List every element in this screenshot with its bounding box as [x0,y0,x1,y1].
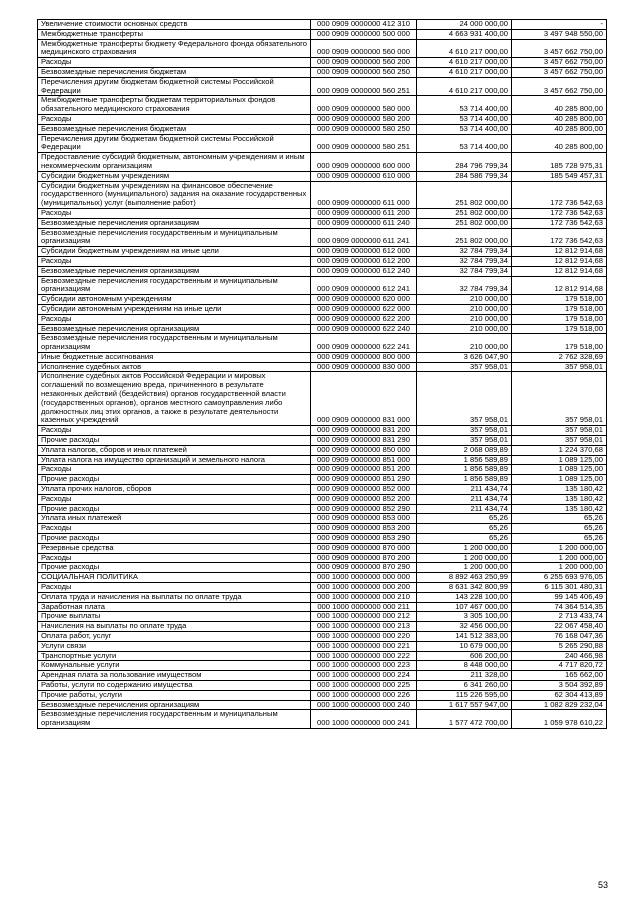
row-name: Субсидии бюджетным учреждениям [38,171,311,181]
row-approved-value: 1 200 000,00 [417,553,512,563]
table-row [38,632,607,642]
row-code: 000 0909 0000000 600 000 [311,153,417,172]
row-executed-value: 240 466,98 [512,651,607,661]
row-approved-value: 32 784 799,34 [417,256,512,266]
row-code: 000 1000 0000000 000 225 [311,680,417,690]
table-row [38,20,607,30]
row-executed-value: 1 200 000,00 [512,563,607,573]
row-name: Межбюджетные трансферты [38,29,311,39]
row-name: Транспортные услуги [38,651,311,661]
row-executed-value: 3 457 662 750,00 [512,39,607,58]
table-row [38,651,607,661]
row-name: Расходы [38,256,311,266]
row-approved-value: 1 856 589,89 [417,475,512,485]
row-executed-value: 172 736 542,63 [512,181,607,208]
row-code: 000 1000 0000000 000 211 [311,602,417,612]
row-executed-value: 1 082 829 232,04 [512,700,607,710]
row-name: Субсидии бюджетным учреждениям на финансовое обеспечение государственного (муниципального) задания на оказание государственных (муниципальных) услуг (выполнение работ) [38,181,311,208]
row-name: Исполнение судебных актов Российской Федерации и мировых соглашений по возмещению вреда, причиненного в результате незаконных действий (бездействия) органов государственной власти (государственных органов), органов местного самоуправления либо должностных лиц этих органов, а также в результате деятельности казенных учреждений [38,372,311,426]
table-row [38,583,607,593]
row-approved-value: 1 856 589,89 [417,465,512,475]
table-row [38,524,607,534]
row-name: Безвозмездные перечисления организациям [38,266,311,276]
row-approved-value: 4 610 217 000,00 [417,58,512,68]
row-code: 000 1000 0000000 000 210 [311,592,417,602]
row-approved-value: 53 714 400,00 [417,114,512,124]
row-executed-value: - [512,20,607,30]
row-code: 000 0909 0000000 851 000 [311,455,417,465]
table-row [38,208,607,218]
row-name: Безвозмездные перечисления бюджетам [38,67,311,77]
table-row [38,304,607,314]
table-row [38,671,607,681]
row-code: 000 0909 0000000 831 200 [311,426,417,436]
row-name: Работы, услуги по содержанию имущества [38,680,311,690]
table-row [38,465,607,475]
table-row [38,534,607,544]
row-name: Прочие работы, услуги [38,690,311,700]
row-executed-value: 40 285 800,00 [512,124,607,134]
row-code: 000 0909 0000000 800 000 [311,352,417,362]
row-code: 000 0909 0000000 611 000 [311,181,417,208]
row-code: 000 1000 0000000 000 200 [311,583,417,593]
row-executed-value: 3 457 662 750,00 [512,58,607,68]
row-code: 000 0909 0000000 611 200 [311,208,417,218]
row-approved-value: 65,26 [417,524,512,534]
row-approved-value: 8 631 342 800,99 [417,583,512,593]
row-code: 000 0909 0000000 560 000 [311,39,417,58]
row-name: СОЦИАЛЬНАЯ ПОЛИТИКА [38,573,311,583]
row-name: Арендная плата за пользование имуществом [38,671,311,681]
table-row [38,494,607,504]
budget-table [37,19,607,729]
row-executed-value: 62 304 413,89 [512,690,607,700]
table-row [38,153,607,172]
row-name: Межбюджетные трансферты бюджетам территориальных фондов обязательного медицинского страхования [38,96,311,115]
row-executed-value: 3 457 662 750,00 [512,77,607,96]
row-code: 000 0909 0000000 580 200 [311,114,417,124]
row-executed-value: 179 518,00 [512,334,607,353]
row-approved-value: 4 610 217 000,00 [417,67,512,77]
row-name: Безвозмездные перечисления государственным и муниципальным организациям [38,276,311,295]
row-executed-value: 179 518,00 [512,314,607,324]
row-approved-value: 53 714 400,00 [417,124,512,134]
row-name: Уплата налогов, сборов и иных платежей [38,445,311,455]
row-code: 000 0909 0000000 580 000 [311,96,417,115]
row-executed-value: 1 200 000,00 [512,553,607,563]
row-name: Расходы [38,208,311,218]
row-code: 000 1000 0000000 000 213 [311,622,417,632]
table-row [38,256,607,266]
row-name: Оплата труда и начисления на выплаты по оплате труда [38,592,311,602]
row-executed-value: 1 089 125,00 [512,475,607,485]
table-row [38,426,607,436]
table-row [38,592,607,602]
row-code: 000 0909 0000000 851 200 [311,465,417,475]
row-executed-value: 65,26 [512,524,607,534]
row-approved-value: 107 467 000,00 [417,602,512,612]
row-approved-value: 357 958,01 [417,426,512,436]
row-name: Услуги связи [38,641,311,651]
row-name: Расходы [38,114,311,124]
table-row [38,543,607,553]
row-executed-value: 40 285 800,00 [512,134,607,153]
row-name: Расходы [38,314,311,324]
row-executed-value: 3 457 662 750,00 [512,67,607,77]
row-executed-value: 22 067 458,40 [512,622,607,632]
row-approved-value: 2 068 089,89 [417,445,512,455]
row-code: 000 0909 0000000 870 290 [311,563,417,573]
row-approved-value: 65,26 [417,534,512,544]
row-name: Субсидии бюджетным учреждениям на иные цели [38,247,311,257]
table-body [38,20,607,729]
table-row [38,295,607,305]
row-approved-value: 251 802 000,00 [417,228,512,247]
row-executed-value: 74 364 514,35 [512,602,607,612]
table-row [38,680,607,690]
table-row [38,690,607,700]
row-code: 000 0909 0000000 610 000 [311,171,417,181]
row-approved-value: 141 512 383,00 [417,632,512,642]
table-row [38,134,607,153]
row-code: 000 0909 0000000 853 290 [311,534,417,544]
row-approved-value: 1 856 589,89 [417,455,512,465]
row-approved-value: 53 714 400,00 [417,134,512,153]
row-name: Безвозмездные перечисления государственным и муниципальным организациям [38,334,311,353]
table-row [38,96,607,115]
row-executed-value: 40 285 800,00 [512,114,607,124]
row-code: 000 0909 0000000 622 200 [311,314,417,324]
row-code: 000 0909 0000000 622 241 [311,334,417,353]
row-name: Резервные средства [38,543,311,553]
row-approved-value: 211 434,74 [417,485,512,495]
row-name: Прочие расходы [38,436,311,446]
table-row [38,710,607,729]
row-approved-value: 210 000,00 [417,334,512,353]
row-name: Межбюджетные трансферты бюджету Федерального фонда обязательного медицинского страхования [38,39,311,58]
table-row [38,58,607,68]
row-approved-value: 357 958,01 [417,436,512,446]
row-name: Исполнение судебных актов [38,362,311,372]
row-name: Безвозмездные перечисления государственным и муниципальным организациям [38,710,311,729]
row-code: 000 0909 0000000 622 240 [311,324,417,334]
row-code: 000 1000 0000000 000 221 [311,641,417,651]
row-executed-value: 135 180,42 [512,485,607,495]
table-row [38,573,607,583]
table-row [38,352,607,362]
row-code: 000 0909 0000000 831 000 [311,372,417,426]
row-executed-value: 6 115 301 480,31 [512,583,607,593]
table-row [38,455,607,465]
row-approved-value: 210 000,00 [417,295,512,305]
row-name: Расходы [38,524,311,534]
row-approved-value: 1 200 000,00 [417,543,512,553]
table-row [38,622,607,632]
row-name: Безвозмездные перечисления бюджетам [38,124,311,134]
row-approved-value: 10 679 000,00 [417,641,512,651]
row-executed-value: 1 224 370,68 [512,445,607,455]
row-approved-value: 8 892 463 250,99 [417,573,512,583]
row-executed-value: 12 812 914,68 [512,247,607,257]
row-approved-value: 3 626 047,90 [417,352,512,362]
row-name: Субсидии автономным учреждениям на иные цели [38,304,311,314]
row-code: 000 1000 0000000 000 220 [311,632,417,642]
row-approved-value: 1 200 000,00 [417,563,512,573]
row-name: Начисления на выплаты по оплате труда [38,622,311,632]
row-name: Расходы [38,494,311,504]
row-name: Заработная плата [38,602,311,612]
table-row [38,563,607,573]
row-code: 000 0909 0000000 852 200 [311,494,417,504]
row-approved-value: 1 617 557 947,00 [417,700,512,710]
row-name: Коммунальные услуги [38,661,311,671]
row-executed-value: 3 504 392,89 [512,680,607,690]
row-code: 000 0909 0000000 622 000 [311,304,417,314]
table-row [38,362,607,372]
row-name: Перечисления другим бюджетам бюджетной системы Российской Федерации [38,77,311,96]
row-approved-value: 32 456 000,00 [417,622,512,632]
row-code: 000 0909 0000000 560 200 [311,58,417,68]
row-code: 000 1000 0000000 000 241 [311,710,417,729]
page-number: 53 [597,880,608,890]
table-row [38,228,607,247]
row-code: 000 1000 0000000 000 000 [311,573,417,583]
row-name: Безвозмездные перечисления организациям [38,218,311,228]
row-code: 000 0909 0000000 870 000 [311,543,417,553]
row-name: Прочие расходы [38,504,311,514]
table-row [38,114,607,124]
row-name: Расходы [38,465,311,475]
row-executed-value: 179 518,00 [512,295,607,305]
table-row [38,372,607,426]
row-code: 000 1000 0000000 000 223 [311,661,417,671]
table-row [38,218,607,228]
row-approved-value: 211 434,74 [417,504,512,514]
row-name: Субсидии автономным учреждениям [38,295,311,305]
row-code: 000 0909 0000000 852 290 [311,504,417,514]
row-executed-value: 1 059 978 610,22 [512,710,607,729]
row-executed-value: 2 762 328,69 [512,352,607,362]
table-row [38,324,607,334]
row-code: 000 1000 0000000 000 224 [311,671,417,681]
table-row [38,171,607,181]
table-row [38,553,607,563]
table-row [38,700,607,710]
row-executed-value: 357 958,01 [512,362,607,372]
row-approved-value: 251 802 000,00 [417,208,512,218]
row-approved-value: 6 341 260,00 [417,680,512,690]
table-row [38,514,607,524]
row-code: 000 0909 0000000 870 200 [311,553,417,563]
row-approved-value: 24 000 000,00 [417,20,512,30]
row-approved-value: 210 000,00 [417,314,512,324]
table-row [38,181,607,208]
row-code: 000 0909 0000000 412 310 [311,20,417,30]
row-code: 000 1000 0000000 000 226 [311,690,417,700]
row-executed-value: 76 168 047,36 [512,632,607,642]
row-executed-value: 172 736 542,63 [512,218,607,228]
row-executed-value: 65,26 [512,514,607,524]
row-name: Иные бюджетные ассигнования [38,352,311,362]
row-code: 000 0909 0000000 560 251 [311,77,417,96]
table-row [38,276,607,295]
row-code: 000 0909 0000000 612 241 [311,276,417,295]
row-approved-value: 251 802 000,00 [417,218,512,228]
row-code: 000 0909 0000000 611 241 [311,228,417,247]
row-name: Уплата прочих налогов, сборов [38,485,311,495]
row-name: Расходы [38,58,311,68]
row-approved-value: 251 802 000,00 [417,181,512,208]
row-executed-value: 1 089 125,00 [512,455,607,465]
row-approved-value: 32 784 799,34 [417,266,512,276]
row-code: 000 0909 0000000 580 250 [311,124,417,134]
row-approved-value: 32 784 799,34 [417,247,512,257]
row-approved-value: 211 328,00 [417,671,512,681]
row-approved-value: 210 000,00 [417,304,512,314]
row-approved-value: 143 228 100,00 [417,592,512,602]
row-executed-value: 99 145 406,49 [512,592,607,602]
table-row [38,602,607,612]
row-executed-value: 135 180,42 [512,494,607,504]
row-code: 000 0909 0000000 611 240 [311,218,417,228]
row-approved-value: 357 958,01 [417,362,512,372]
row-executed-value: 65,26 [512,534,607,544]
row-executed-value: 1 089 125,00 [512,465,607,475]
row-executed-value: 1 200 000,00 [512,543,607,553]
row-executed-value: 357 958,01 [512,372,607,426]
table-row [38,266,607,276]
row-code: 000 1000 0000000 000 222 [311,651,417,661]
row-code: 000 0909 0000000 853 000 [311,514,417,524]
row-approved-value: 65,26 [417,514,512,524]
row-executed-value: 5 265 290,88 [512,641,607,651]
row-code: 000 0909 0000000 852 000 [311,485,417,495]
row-executed-value: 135 180,42 [512,504,607,514]
row-code: 000 0909 0000000 612 000 [311,247,417,257]
row-name: Прочие выплаты [38,612,311,622]
row-executed-value: 2 713 433,74 [512,612,607,622]
row-name: Уплата налога на имущество организаций и земельного налога [38,455,311,465]
row-approved-value: 357 958,01 [417,372,512,426]
row-name: Прочие расходы [38,563,311,573]
row-executed-value: 12 812 914,68 [512,276,607,295]
row-executed-value: 40 285 800,00 [512,96,607,115]
row-code: 000 0909 0000000 851 290 [311,475,417,485]
row-name: Прочие расходы [38,475,311,485]
table-row [38,436,607,446]
row-executed-value: 12 812 914,68 [512,256,607,266]
row-code: 000 0909 0000000 580 251 [311,134,417,153]
row-approved-value: 210 000,00 [417,324,512,334]
row-executed-value: 179 518,00 [512,324,607,334]
table-row [38,612,607,622]
row-name: Расходы [38,583,311,593]
table-row [38,504,607,514]
row-code: 000 0909 0000000 853 200 [311,524,417,534]
row-executed-value: 165 662,00 [512,671,607,681]
row-executed-value: 4 717 820,72 [512,661,607,671]
row-executed-value: 172 736 542,63 [512,208,607,218]
row-executed-value: 12 812 914,68 [512,266,607,276]
row-name: Перечисления другим бюджетам бюджетной системы Российской Федерации [38,134,311,153]
row-approved-value: 4 610 217 000,00 [417,39,512,58]
row-executed-value: 6 255 693 976,05 [512,573,607,583]
row-approved-value: 284 796 799,34 [417,153,512,172]
row-approved-value: 1 577 472 700,00 [417,710,512,729]
row-approved-value: 3 305 100,00 [417,612,512,622]
row-executed-value: 185 728 975,31 [512,153,607,172]
row-executed-value: 3 497 948 550,00 [512,29,607,39]
table-row [38,124,607,134]
row-code: 000 0909 0000000 612 200 [311,256,417,266]
table-row [38,29,607,39]
row-name: Предоставление субсидий бюджетным, автономным учреждениям и иным некоммерческим организациям [38,153,311,172]
row-name: Увеличение стоимости основных средств [38,20,311,30]
row-code: 000 0909 0000000 500 000 [311,29,417,39]
row-executed-value: 357 958,01 [512,436,607,446]
row-code: 000 1000 0000000 000 240 [311,700,417,710]
table-row [38,445,607,455]
table-row [38,314,607,324]
table-row [38,247,607,257]
row-name: Уплата иных платежей [38,514,311,524]
row-code: 000 0909 0000000 830 000 [311,362,417,372]
row-code: 000 1000 0000000 000 212 [311,612,417,622]
row-name: Прочие расходы [38,534,311,544]
row-approved-value: 284 586 799,34 [417,171,512,181]
row-name: Безвозмездные перечисления организациям [38,324,311,334]
row-approved-value: 115 226 595,00 [417,690,512,700]
row-name: Расходы [38,426,311,436]
row-code: 000 0909 0000000 620 000 [311,295,417,305]
row-code: 000 0909 0000000 612 240 [311,266,417,276]
row-approved-value: 8 448 000,00 [417,661,512,671]
row-name: Оплата работ, услуг [38,632,311,642]
table-row [38,641,607,651]
table-row [38,661,607,671]
row-name: Расходы [38,553,311,563]
row-approved-value: 4 663 931 400,00 [417,29,512,39]
table-row [38,485,607,495]
table-row [38,475,607,485]
row-code: 000 0909 0000000 831 290 [311,436,417,446]
table-row [38,67,607,77]
row-approved-value: 32 784 799,34 [417,276,512,295]
row-executed-value: 179 518,00 [512,304,607,314]
table-row [38,77,607,96]
row-executed-value: 172 736 542,63 [512,228,607,247]
row-name: Безвозмездные перечисления государственным и муниципальным организациям [38,228,311,247]
row-name: Безвозмездные перечисления организациям [38,700,311,710]
table-row [38,334,607,353]
row-approved-value: 606 200,00 [417,651,512,661]
row-approved-value: 4 610 217 000,00 [417,77,512,96]
row-executed-value: 357 958,01 [512,426,607,436]
row-approved-value: 211 434,74 [417,494,512,504]
table-row [38,39,607,58]
row-code: 000 0909 0000000 850 000 [311,445,417,455]
row-code: 000 0909 0000000 560 250 [311,67,417,77]
row-approved-value: 53 714 400,00 [417,96,512,115]
row-executed-value: 185 549 457,31 [512,171,607,181]
